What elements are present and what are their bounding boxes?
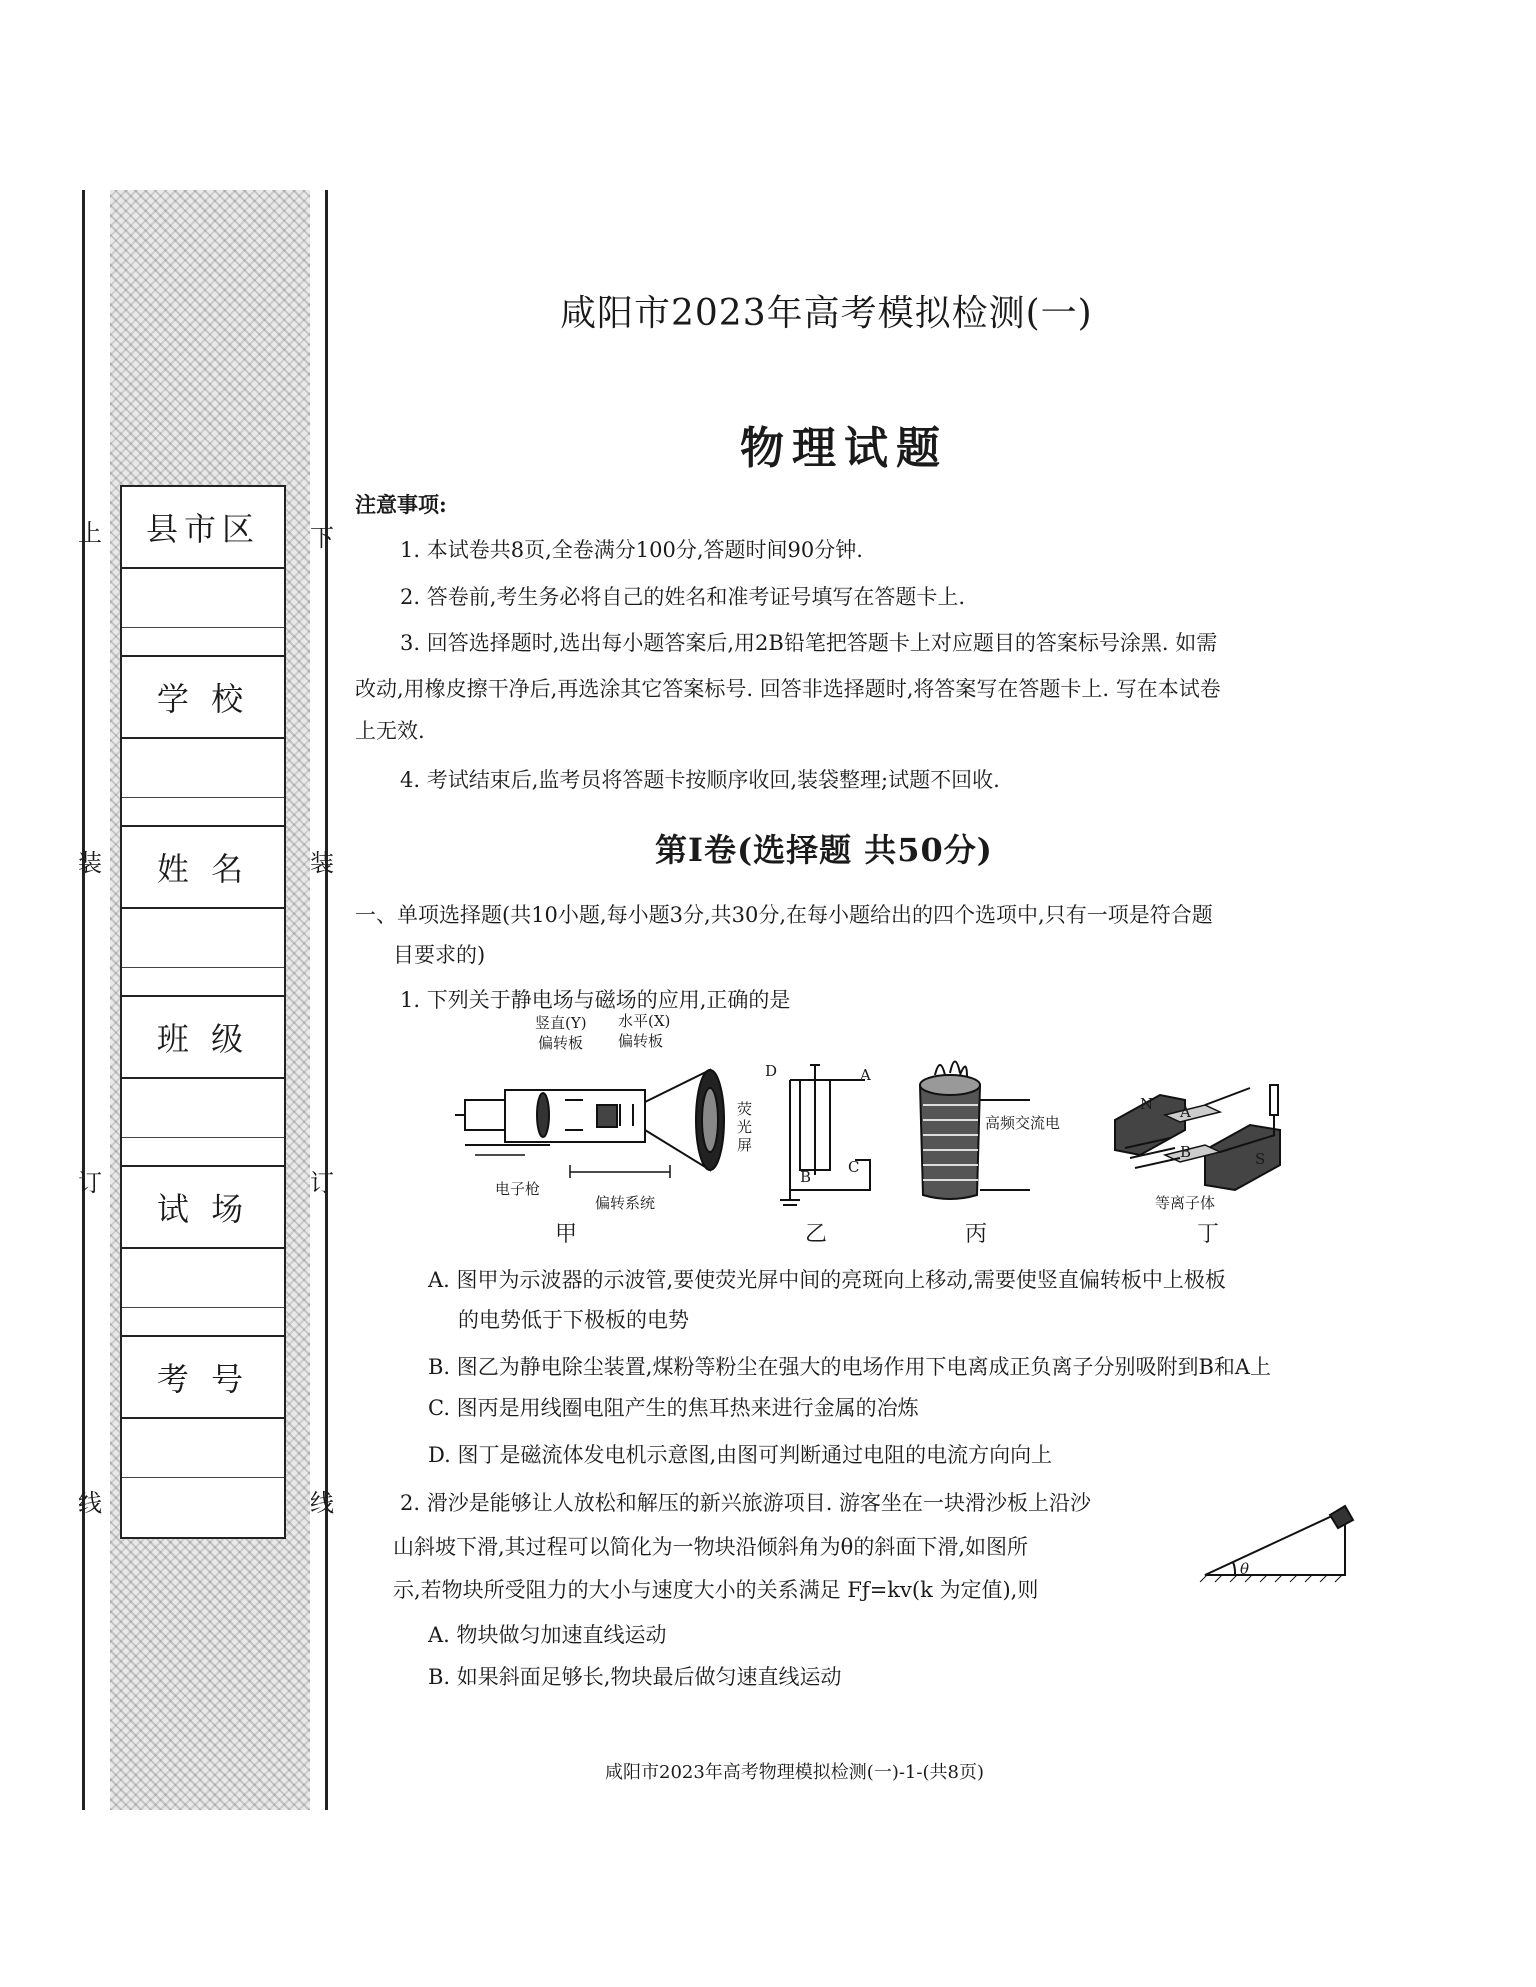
side-mark-right: 下 — [310, 524, 334, 552]
q2-option-b: B. 如果斜面足够长,物块最后做匀速直线运动 — [428, 1665, 842, 1689]
fig-ding-label: 等离子体 — [1155, 1194, 1216, 1212]
field-line — [122, 1079, 284, 1138]
fig-jia-label: 荧 — [737, 1100, 753, 1118]
q2-option-a: A. 物块做匀加速直线运动 — [428, 1623, 667, 1647]
field-label: 学 校 — [122, 657, 284, 739]
binding-line-right — [325, 190, 328, 1810]
side-mark-left: 上 — [78, 519, 102, 547]
incline-angle-label: θ — [1240, 1560, 1250, 1578]
binding-line-left — [82, 190, 85, 1810]
part-heading: 一、单项选择题(共10小题,每小题3分,共30分,在每小题给出的四个选项中,只有一项是符合题 — [355, 903, 1213, 927]
incline-diagram — [1195, 1490, 1355, 1590]
field-line — [122, 909, 284, 968]
fig-jia-label: 竖直(Y) — [535, 1014, 587, 1032]
volume-heading: 第Ⅰ卷(选择题 共50分) — [655, 831, 993, 869]
q1-option-a-cont: 的电势低于下极板的电势 — [458, 1308, 689, 1332]
notice-heading: 注意事项: — [355, 492, 447, 517]
field-label: 姓 名 — [122, 827, 284, 909]
fig-jia-label: 电子枪 — [495, 1180, 541, 1198]
fig-ding-label: A — [1180, 1103, 1191, 1121]
notice-item: 改动,用橡皮擦干净后,再选涂其它答案标号. 回答非选择题时,将答案写在答题卡上. 写在本试卷 — [355, 677, 1221, 701]
side-mark-right: 订 — [310, 1169, 334, 1197]
fig-yi-label: C — [848, 1158, 860, 1176]
q1-option-a: A. 图甲为示波器的示波管,要使荧光屏中间的亮斑向上移动,需要使竖直偏转板中上极板 — [428, 1268, 1226, 1292]
question-2-stem-cont: 山斜坡下滑,其过程可以简化为一物块沿倾斜角为θ的斜面下滑,如图所 — [393, 1535, 1028, 1559]
side-mark-left: 装 — [78, 849, 102, 877]
notice-item: 上无效. — [355, 719, 425, 743]
notice-item: 3. 回答选择题时,选出每小题答案后,用2B铅笔把答题卡上对应题目的答案标号涂黑. 如需 — [400, 631, 1218, 655]
fig-bing-label: 高频交流电 — [985, 1114, 1061, 1132]
notice-item: 4. 考试结束后,监考员将答题卡按顺序收回,装袋整理;试题不回收. — [400, 768, 1000, 792]
q1-option-b: B. 图乙为静电除尘装置,煤粉等粉尘在强大的电场作用下电离成正负离子分别吸附到B和A上 — [428, 1355, 1272, 1379]
field-label: 试 场 — [122, 1167, 284, 1249]
fig-jia-label: 光 — [737, 1118, 753, 1136]
exam-subtitle: 物理试题 — [740, 423, 948, 474]
field-line — [122, 739, 284, 798]
fig-caption-bing: 丙 — [965, 1222, 988, 1247]
question-2-stem: 2. 滑沙是能够让人放松和解压的新兴旅游项目. 游客坐在一块滑沙板上沿沙 — [400, 1491, 1092, 1515]
fig-caption-yi: 乙 — [805, 1222, 828, 1247]
field-line — [122, 1419, 284, 1478]
fig-yi-label: D — [765, 1062, 778, 1080]
fig-jia-label: 偏转系统 — [595, 1194, 656, 1212]
side-mark-right: 线 — [310, 1489, 334, 1517]
fig-jia-label: 偏转板 — [538, 1034, 584, 1052]
side-mark-left: 线 — [78, 1489, 102, 1517]
fig-jia-label: 偏转板 — [618, 1032, 664, 1050]
q1-option-d: D. 图丁是磁流体发电机示意图,由图可判断通过电阻的电流方向向上 — [428, 1443, 1053, 1467]
page-footer: 咸阳市2023年高考物理模拟检测(一)-1-(共8页) — [605, 1762, 984, 1783]
question-2-stem-cont: 示,若物块所受阻力的大小与速度大小的关系满足 Fƒ=kv(k 为定值),则 — [393, 1578, 1039, 1602]
part-heading-cont: 目要求的) — [393, 943, 486, 967]
field-label: 班 级 — [122, 997, 284, 1079]
fig-jia-label: 水平(X) — [618, 1012, 671, 1030]
q1-option-c: C. 图丙是用线圈电阻产生的焦耳热来进行金属的冶炼 — [428, 1396, 919, 1420]
field-label: 县市区 — [122, 487, 284, 569]
field-line — [122, 569, 284, 628]
fig-jia-label: 屏 — [737, 1136, 753, 1154]
fig-yi-label: B — [800, 1168, 812, 1186]
fig-ding-label: S — [1255, 1150, 1266, 1168]
fig-ding-label: N — [1140, 1095, 1154, 1113]
exam-title: 咸阳市2023年高考模拟检测(一) — [560, 293, 1093, 334]
question-1-stem: 1. 下列关于静电场与磁场的应用,正确的是 — [400, 988, 791, 1012]
fig-ding-label: B — [1180, 1143, 1192, 1161]
field-line — [122, 1249, 284, 1308]
notice-item: 2. 答卷前,考生务必将自己的姓名和准考证号填写在答题卡上. — [400, 585, 966, 609]
fig-caption-jia: 甲 — [555, 1222, 578, 1247]
notice-item: 1. 本试卷共8页,全卷满分100分,答题时间90分钟. — [400, 538, 863, 562]
fig-caption-ding: 丁 — [1197, 1222, 1220, 1247]
field-box-number — [120, 1335, 286, 1539]
field-label: 考 号 — [122, 1337, 284, 1419]
mhd-generator-diagram — [1110, 1080, 1290, 1210]
fig-yi-label: A — [860, 1066, 871, 1084]
side-mark-right: 装 — [310, 849, 334, 877]
side-mark-left: 订 — [78, 1169, 102, 1197]
